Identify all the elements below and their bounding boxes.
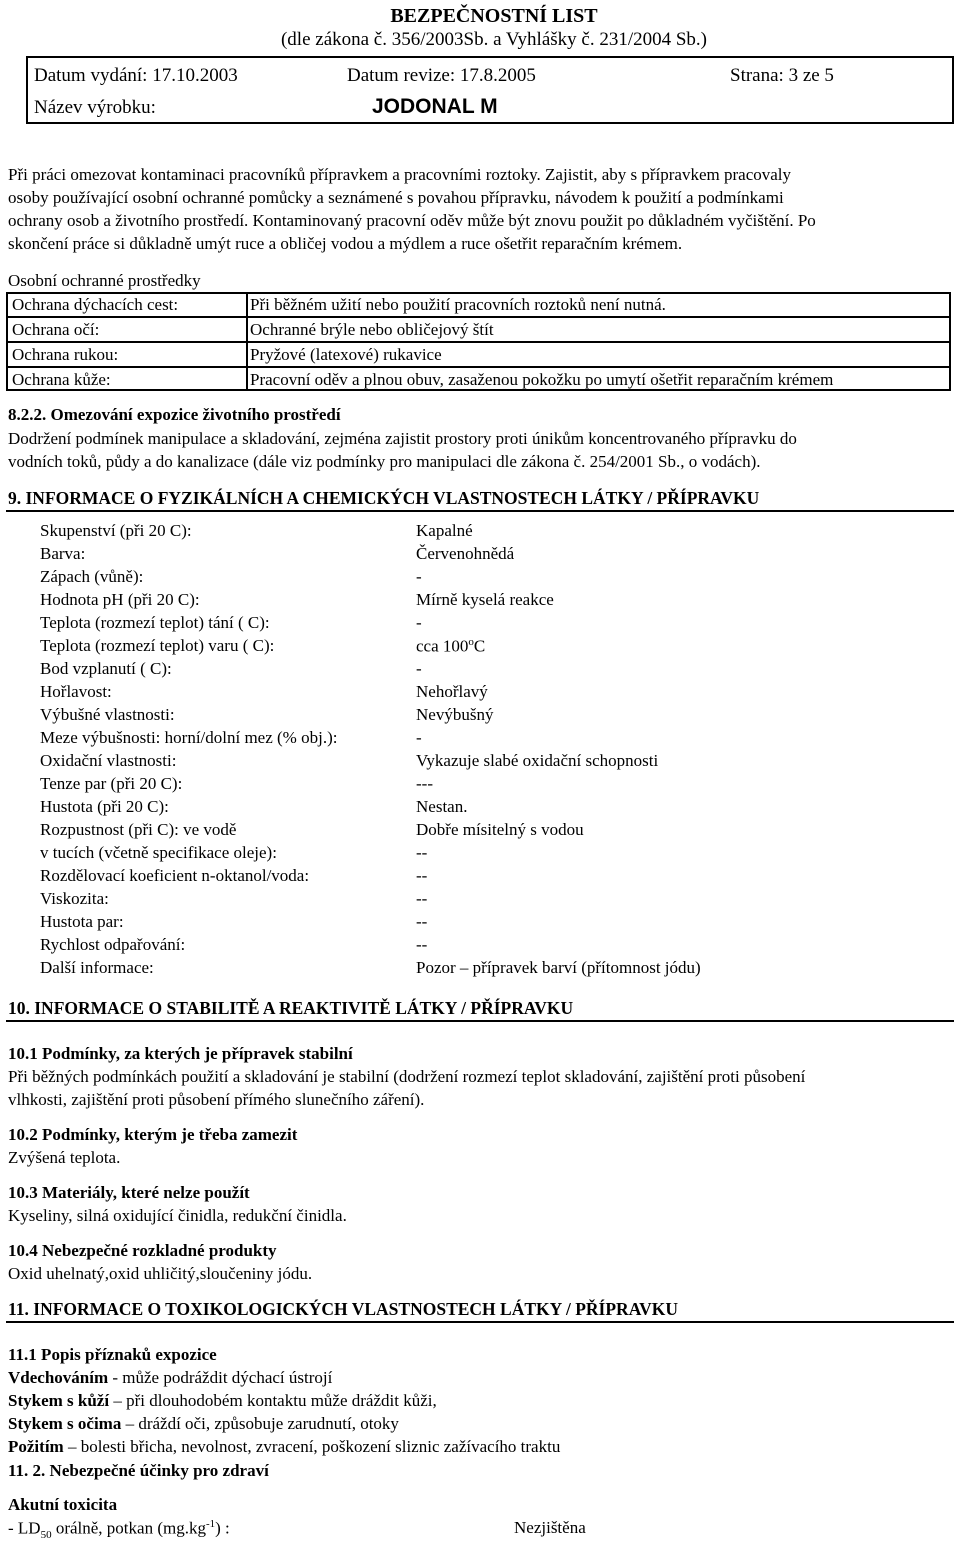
degree-sign: o [468,636,474,648]
intro-line: Při práci omezovat kontaminaci pracovníků přípravkem a pracovními roztoky. Zajistit, aby s přípravkem pracovaly [8,165,792,184]
property-label: Další informace: [40,958,154,977]
symptom-label: Stykem s očima [8,1414,122,1433]
property-label: Teplota (rozmezí teplot) varu ( C): [40,636,275,655]
materials-heading: 10.3 Materiály, které nelze použít [8,1183,250,1202]
symptom-text: – dráždí oči, způsobuje zarudnutí, otoky [121,1414,399,1433]
property-value: Dobře mísitelný s vodou [416,820,584,839]
property-value: -- [416,935,428,954]
symptom-text: – bolesti břicha, nevolnost, zvracení, poškození sliznic zažívacího traktu [63,1437,561,1456]
property-label: Hořlavost: [40,682,112,701]
intro-line: ochrany osob a životního prostředí. Kontaminovaný pracovní oděv může být znovu použit po důkladném vyčištění. Po [8,211,816,230]
property-value: Mírně kyselá reakce [416,590,554,609]
page-number: Strana: 3 ze 5 [730,65,834,86]
property-value: Červenohnědá [416,544,515,563]
stability-line: vlhkosti, zajištění proti působení přímého slunečního záření). [8,1090,425,1109]
property-value [416,637,485,655]
property-value: Nehořlavý [416,682,488,701]
env-line: Dodržení podmínek manipulace a skladování, zejména zajistit prostory proti únikům koncentrovaného přípravku do [8,429,797,448]
property-label: Barva: [40,544,86,563]
ppe-row-rule [6,316,951,318]
section11-rule [6,1321,954,1323]
stability-heading: 10.1 Podmínky, za kterých je přípravek stabilní [8,1044,353,1063]
ld50-suffix: ) : [215,1518,230,1538]
property-label: Výbušné vlastnosti: [40,705,175,724]
revision-date: Datum revize: 17.8.2005 [347,65,536,86]
issue-date: Datum vydání: 17.10.2003 [34,65,238,86]
property-value: -- [416,866,428,885]
property-value: Pozor – přípravek barví (přítomnost jódu) [416,958,701,977]
decomposition-text: Oxid uhelnatý,oxid uhličitý,sloučeniny jódu. [8,1264,313,1283]
property-value-unit: C [473,636,486,656]
property-label: Viskozita: [40,889,109,908]
section9-heading: 9. INFORMACE O FYZIKÁLNÍCH A CHEMICKÝCH VLASTNOSTECH LÁTKY / PŘÍPRAVKU [8,488,760,508]
ppe-label-eyes: Ochrana očí: [12,320,100,339]
ppe-value-respiratory: Při běžném užití nebo použití pracovních roztoků není nutná. [250,295,666,314]
acute-toxicity-heading: Akutní toxicita [8,1495,118,1514]
ppe-label-respiratory: Ochrana dýchacích cest: [12,295,179,314]
materials-text: Kyseliny, silná oxidující činidla, redukční činidla. [8,1206,347,1225]
property-label: Teplota (rozmezí teplot) tání ( C): [40,613,270,632]
property-value: - [416,613,422,632]
property-label: Tenze par (při 20 C): [40,774,183,793]
property-label: Rychlost odpařování: [40,935,186,954]
property-value: - [416,659,422,678]
property-label: v tucích (včetně specifikace oleje): [40,843,277,862]
ppe-heading: Osobní ochranné prostředky [8,271,201,290]
property-label: Zápach (vůně): [40,567,144,586]
symptom-skin [8,1392,437,1409]
document-subtitle: (dle zákona č. 356/2003Sb. a Vyhlášky č. 231/2004 Sb.) [280,29,708,50]
symptom-label: Požitím [8,1437,64,1456]
ppe-row-rule [6,341,951,343]
section11-heading: 11. INFORMACE O TOXIKOLOGICKÝCH VLASTNOSTECH LÁTKY / PŘÍPRAVKU [8,1299,678,1319]
ppe-label-hands: Ochrana rukou: [12,345,119,364]
property-label: Hustota (při 20 C): [40,797,169,816]
health-effects-heading: 11. 2. Nebezpečné účinky pro zdraví [8,1461,269,1480]
symptom-text: – při dlouhodobém kontaktu může dráždit kůži, [109,1391,437,1410]
product-label: Název výrobku: [34,97,156,118]
property-value: Kapalné [416,521,473,540]
property-value: Nestan. [416,797,468,816]
section10-heading: 10. INFORMACE O STABILITĚ A REAKTIVITĚ LÁTKY / PŘÍPRAVKU [8,998,574,1018]
property-value: --- [416,774,433,793]
document-title: BEZPEČNOSTNÍ LIST [390,5,598,27]
symptom-eyes [8,1415,399,1432]
ppe-row-rule [6,366,951,368]
stability-line: Při běžných podmínkách použití a skladování je stabilní (dodržení rozmezí teplot skladování, zajištění proti působení [8,1067,806,1086]
ld50-value: Nezjištěna [514,1518,586,1537]
ppe-label-skin: Ochrana kůže: [12,370,111,389]
avoid-heading: 10.2 Podmínky, kterým je třeba zamezit [8,1125,298,1144]
property-value: Nevýbušný [416,705,494,724]
section9-rule [6,510,954,512]
ld50-prefix: - LD [8,1518,41,1538]
property-label: Bod vzplanutí ( C): [40,659,172,678]
symptom-text: - může podráždit dýchací ústrojí [108,1368,333,1387]
symptoms-heading: 11.1 Popis příznaků expozice [8,1345,217,1364]
symptom-label: Stykem s kůží [8,1391,110,1410]
ld50-subscript: 50 [40,1529,52,1541]
property-label: Rozpustnost (při C): ve vodě [40,820,237,839]
symptom-ingestion [8,1438,560,1455]
ppe-value-skin: Pracovní oděv a plnou obuv, zasaženou pokožku po umytí ošetřit reparačním krémem [250,370,834,389]
property-label: Hustota par: [40,912,124,931]
property-label: Hodnota pH (při 20 C): [40,590,200,609]
avoid-text: Zvýšená teplota. [8,1148,121,1167]
property-label: Meze výbušnosti: horní/dolní mez (% obj.): [40,728,338,747]
intro-line: osoby používající osobní ochranné pomůcky a seznámené s povahou přípravku, návodem k použití a podmínkami [8,188,784,207]
intro-line: skončení práce si důkladně umýt ruce a obličej vodou a mýdlem a ruce ošetřit reparačním krémem. [8,234,683,253]
ld50-superscript: -1 [205,1518,216,1530]
property-label: Oxidační vlastnosti: [40,751,177,770]
property-value: - [416,567,422,586]
property-value: -- [416,889,428,908]
env-heading: 8.2.2. Omezování expozice životního prostředí [8,405,341,424]
section10-rule [6,1020,954,1022]
symptom-inhalation [8,1369,332,1386]
property-value: -- [416,912,428,931]
symptom-label: Vdechováním [8,1368,109,1387]
property-value-number: cca 100 [416,636,469,656]
property-label: Rozdělovací koeficient n-oktanol/voda: [40,866,310,885]
property-value: Vykazuje slabé oxidační schopnosti [416,751,659,770]
property-value: - [416,728,422,747]
product-name: JODONAL M [372,95,498,118]
ld50-description: orálně, potkan (mg.kg [51,1518,206,1538]
ppe-value-eyes: Ochranné brýle nebo obličejový štít [250,320,494,339]
property-label: Skupenství (při 20 C): [40,521,192,540]
property-value: -- [416,843,428,862]
ppe-value-hands: Pryžové (latexové) rukavice [250,345,442,364]
env-line: vodních toků, půdy a do kanalizace (dále viz podmínky pro manipulaci dle zákona č. 254/2001 Sb., o vodách). [8,452,761,471]
decomposition-heading: 10.4 Nebezpečné rozkladné produkty [8,1241,277,1260]
